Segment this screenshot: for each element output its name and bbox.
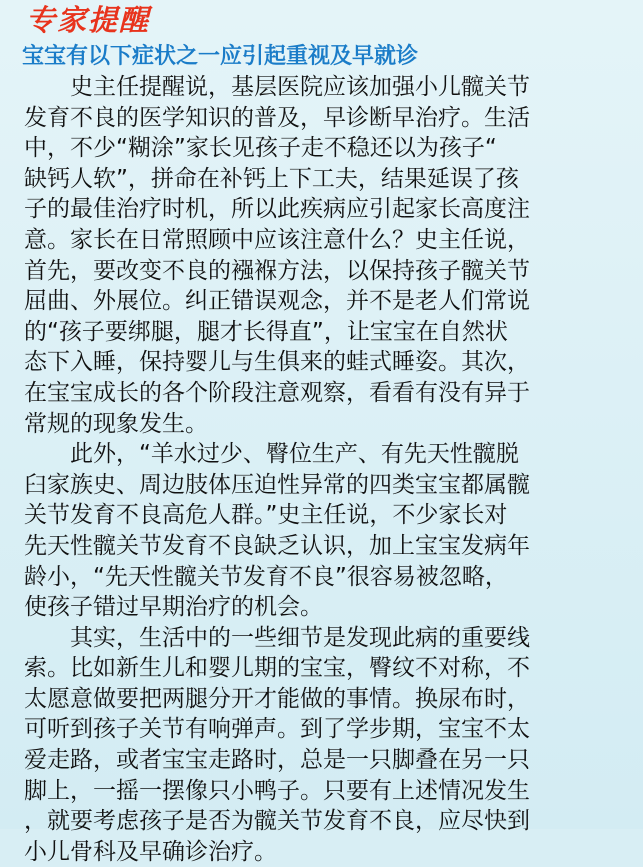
text-line: 太愿意做要把两腿分开才能做的事情。换尿布时，: [24, 685, 530, 712]
text-line: 其实，生活中的一些细节是发现此病的重要线: [24, 624, 530, 651]
text-line: 发育不良的医学知识的普及，早诊断早治疗。生活: [24, 104, 530, 131]
text-line: 首先，要改变不良的襁褓方法，以保持孩子髋关节: [24, 257, 530, 284]
text-line: 脚上，一摇一摆像只小鸭子。只要有上述情况发生: [24, 777, 530, 804]
text-line: 可听到孩子关节有响弹声。到了学步期，宝宝不太: [24, 716, 530, 743]
text-line: 爱走路，或者宝宝走路时，总是一只脚叠在另一只: [24, 747, 530, 774]
text-line: 龄小，“先天性髋关节发育不良”很容易被忽略，: [24, 563, 508, 590]
text-line: 关节发育不良高危人群。”史主任说，不少家长对: [24, 502, 508, 529]
text-line: 在宝宝成长的各个阶段注意观察，看看有没有异于: [24, 379, 530, 406]
text-line: ，就要考虑孩子是否为髋关节发育不良，应尽快到: [24, 808, 530, 835]
page-subtitle: 宝宝有以下症状之一应引起重视及早就诊: [22, 44, 419, 69]
text-line: 索。比如新生儿和婴儿期的宝宝，臀纹不对称，不: [24, 655, 530, 682]
text-line: 使孩子错过早期治疗的机会。: [24, 594, 323, 621]
text-line: 缺钙人软”，拼命在补钙上下工夫，结果延误了孩: [24, 165, 519, 192]
text-line: 臼家族史、周边肢体压迫性异常的四类宝宝都属髋: [24, 471, 530, 498]
text-line: 此外，“羊水过少、臀位生产、有先天性髋脱: [24, 441, 519, 468]
text-line: 屈曲、外展位。纠正错误观念，并不是老人们常说: [24, 288, 530, 315]
article-body: [24, 72, 634, 867]
text-line: 先天性髋关节发育不良缺乏认识，加上宝宝发病年: [24, 532, 530, 559]
page-title: 专家提醒: [26, 3, 151, 37]
text-line: 史主任提醒说，基层医院应该加强小儿髋关节: [24, 74, 530, 100]
text-line: 子的最佳治疗时机，所以此疾病应引起家长高度注: [24, 196, 530, 223]
text-line: 常规的现象发生。: [24, 410, 208, 437]
text-line: 小儿骨科及早确诊治疗。: [24, 838, 277, 865]
text-line: 态下入睡，保持婴儿与生俱来的蛙式睡姿。其次，: [24, 349, 530, 376]
text-line: 中，不少“糊涂”家长见孩子走不稳还以为孩子“: [24, 135, 497, 162]
text-line: 意。家长在日常照顾中应该注意什么？史主任说，: [24, 226, 530, 253]
text-line: 的“孩子要绑腿，腿才长得直”，让宝宝在自然状: [24, 318, 508, 345]
